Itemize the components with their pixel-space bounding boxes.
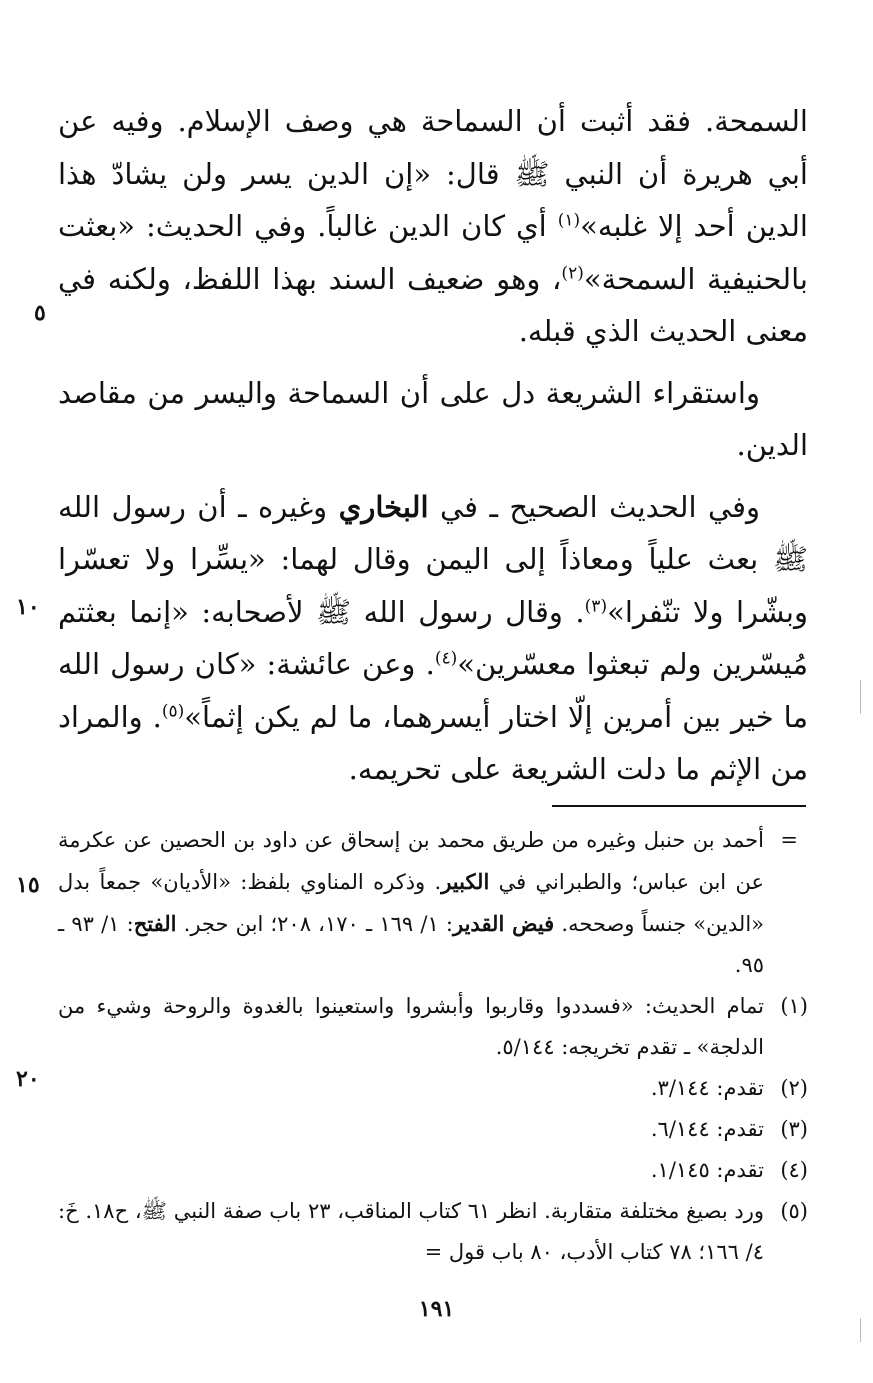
footnote-4 [58,1150,808,1191]
paragraph-3: وفي الحديث الصحيح ـ في البخاري وغيره ـ أن رسول الله ﷺ بعث علياً ومعاذاً إلى اليمن وقال لهما: «يسِّرا ولا تعسّرا وبشّرا ولا تنّفرا»$^{(٣)}$. وقال رسول الله ﷺ لأصحابه: «إنما بعثتم مُيسّرين ولم تبعثوا معسّرين»$^{(٤)}$. وعن عائشة: «كان رسول الله ما خير بين أمرين إلّا اختار أيسرهما، ما لم يكن إثماً»$^{(٥)}$. والمراد من الإثم ما دلت الشريعة على تحريمه. [58,489,808,786]
source-bukhari: البخاري [338,489,429,524]
footnote-ref-2[interactable]: (٢) [561,262,584,283]
footnote-continuation: = أحمد بن حنبل وغيره من طريق محمد بن إسحاق عن داود بن الحصين عن عكرمة عن ابن عباس؛ والطبراني في الكبير. وذكره المناوي بلفظ: «الأديان» جمعاً بدل «الدين» جنساً وصححه. فيض القدير: ١/ ١٦٩ ـ ١٧٠، ٢٠٨؛ ابن حجر. الفتح: ١/ ٩٣ ـ ٩٥. [58,820,808,986]
main-text [58,95,808,796]
footnote-number: (٥) [780,1199,808,1223]
footnote-ref-4[interactable]: (٤) [434,648,458,669]
footnote-text: تمام الحديث: «فسددوا وقاربوا وأبشروا واستعينوا بالغدوة والروحة وشيء من الدلجة» ـ تقدم تخريجه: ٥/١٤٤. [58,994,764,1059]
footnote-text: تقدم: ١/١٤٥. [650,1158,764,1182]
footnote-ref-1[interactable]: (١) [557,210,581,231]
footnote-1 [58,986,808,1068]
page-edge-mark [860,680,861,714]
continuation-mark: = [780,828,798,852]
footnote-separator [552,805,806,807]
footnote-text: تقدم: ٦/١٤٤. [650,1117,764,1141]
footnote-number: (٤) [780,1158,808,1182]
line-number-15: ١٥ [16,872,40,898]
footnote-number: (٣) [780,1117,808,1141]
footnotes [58,820,808,1273]
paragraph-2: واستقراء الشريعة دل على أن السماحة واليسر من مقاصد الدين. [58,375,808,462]
footnote-ref-5[interactable]: (٥) [161,700,185,721]
footnote-2 [58,1068,808,1109]
line-number-5: ٥ [34,300,46,326]
paragraph-1: السمحة. فقد أثبت أن السماحة هي وصف الإسلام. وفيه عن أبي هريرة أن النبي ﷺ قال: «إن الدين يسر ولن يشادّ هذا الدين أحد إلا غلبه»$^{(١)}$ أي كان الدين غالباً. وفي الحديث: «بعثت بالحنيفية السمحة»$^{(٢)}$، وهو ضعيف السند بهذا اللفظ، ولكنه في معنى الحديث الذي قبله. [58,104,808,348]
footnote-3 [58,1109,808,1150]
footnote-number: (٢) [780,1076,808,1100]
page-number: ١٩١ [418,1296,455,1322]
line-number-20: ٢٠ [16,1066,40,1092]
footnote-text: ورد بصيغ مختلفة متقاربة. انظر ٦١ كتاب المناقب، ٢٣ باب صفة النبي ﷺ، ح١٨. خَ: ٤/ ١٦٦؛ ٧٨ كتاب الأدب، ٨٠ باب قول = [58,1199,765,1264]
footnote-ref-3[interactable]: (٣) [584,595,608,616]
line-number-10: ١٠ [16,594,40,620]
footnote-5 [58,1191,808,1273]
footnote-number: (١) [780,994,808,1018]
footnote-text: تقدم: ٣/١٤٤. [650,1076,764,1100]
